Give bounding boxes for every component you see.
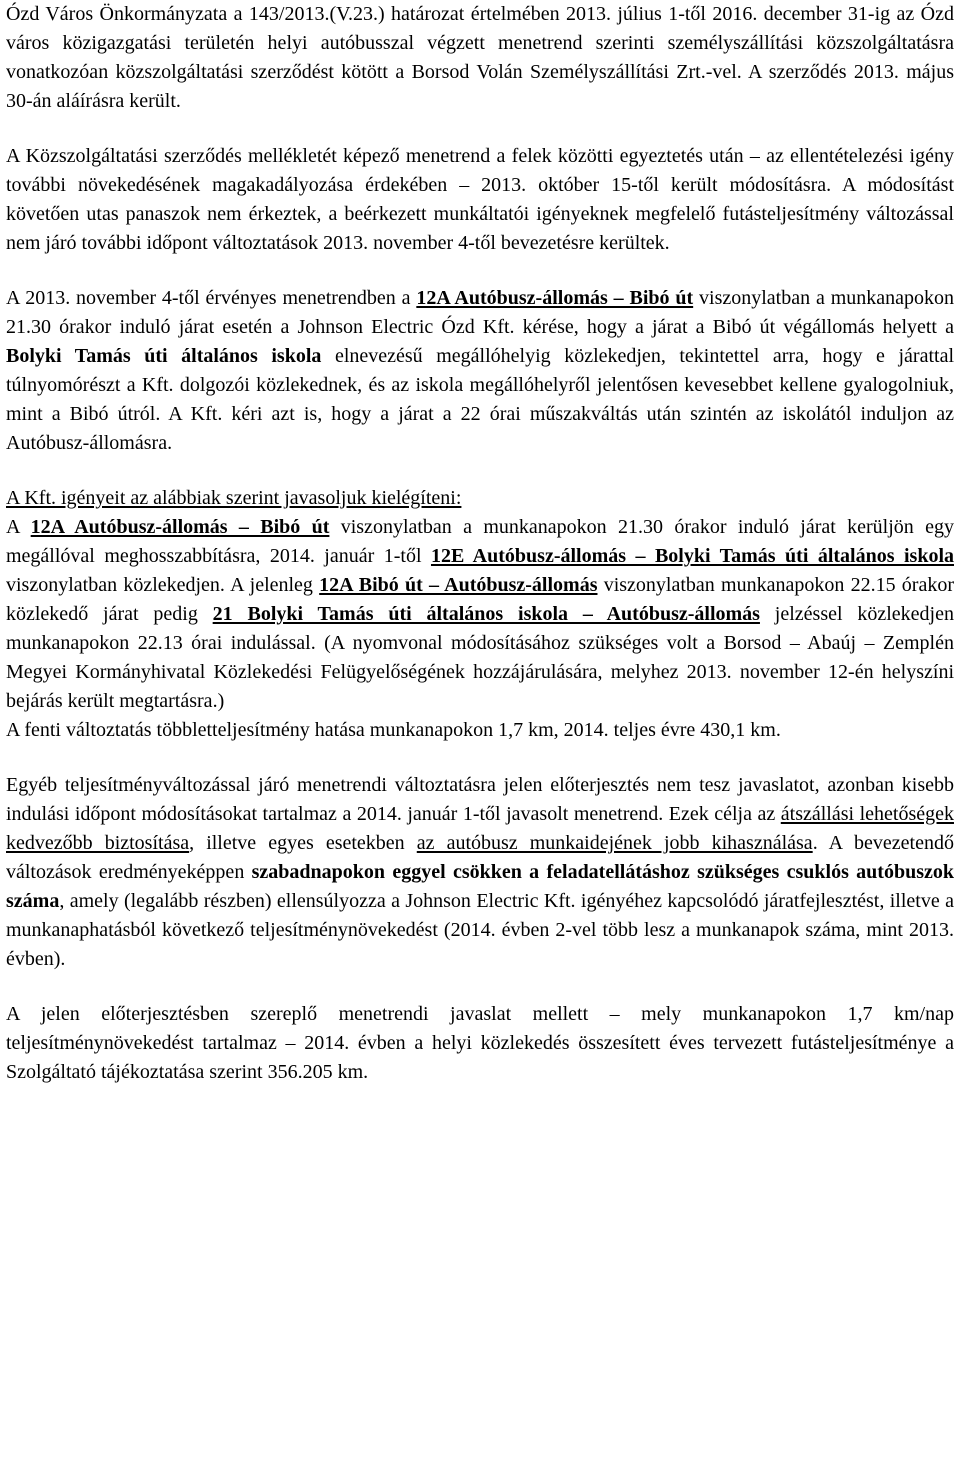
text-run: viszonylatban a munkanapokon 21.30 órakor induló járat kerüljön egy megállóval meghosszabbításra, 2014. január 1-től [6,516,955,567]
bold-underlined-route-text: 12A Autóbusz-állomás – Bibó út [416,287,694,309]
bold-underlined-route-text: 12E Autóbusz-állomás – Bolyki Tamás úti általános iskola [430,545,954,567]
bold-emphasis-text: szabadnapokon eggyel csökken a feladatellátáshoz szükséges csuklós autóbuszok száma [6,861,954,912]
text-run: viszonylatban a munkanapokon 21.30 órakor induló járat esetén a Johnson Electric Ózd Kft. kérése, hogy a járat a Bibó út végállomás helyett a [6,287,954,338]
bold-underlined-route-text: 12A Autóbusz-állomás – Bibó út [30,516,330,538]
bold-emphasis-text: Bolyki Tamás úti általános iskola [6,345,322,367]
paragraph-p8 [6,1000,954,1087]
paragraph-p2 [6,142,954,258]
document-body [6,0,954,1087]
text-run: jelzéssel közlekedjen munkanapokon 22.13 órai indulással. (A nyomvonal módosításához szükséges volt a Borsod – Abaúj – Zemplén Megyei Kormányhivatal Közlekedési Felügyelőségének hozzájárulására, melyhez 2013. november 12-én helyszíni bejárás került megtartásra.) [6,603,954,712]
paragraph-p1 [6,0,954,116]
text-run: A fenti változtatás többletteljesítmény hatása munkanapokon 1,7 km, 2014. teljes évre 430,1 km. [6,719,781,741]
text-run: viszonylatban közlekedjen. A jelenleg [6,574,320,596]
text-run: elnevezésű megállóhelyig közlekedjen, tekintettel arra, hogy e járattal túlnyomórészt a Kft. dolgozói közlekednek, és az iskola megállóhelyről jelentősen kevesebbet kellene gyalogolniuk, mint a Bibó útról. A Kft. kéri azt is, hogy a járat a 22 órai műszakváltás után szintén az iskolától induljon az Autóbusz-állomásra. [6,345,955,454]
text-run: A jelen előterjesztésben szereplő menetrendi javaslat mellett – mely munkanapokon 1,7 km/nap teljesítménynövekedést tartalmaz – 2014. évben a helyi közlekedés összesített éves tervezett futásteljesítménye a Szolgáltató tájékoztatása szerint 356.205 km. [6,1003,954,1083]
underlined-text: átszállási lehetőségek kedvezőbb biztosítása [6,803,954,854]
paragraph-p3 [6,284,954,458]
text-run: , amely (legalább részben) ellensúlyozza a Johnson Electric Kft. igényéhez kapcsolódó járatfejlesztést, illetve a munkanaphatásból következő teljesítménynövekedést (2014. évben 2-vel több lesz a munkanapok száma, mint 2013. évben). [6,890,954,970]
paragraph-spacer [6,116,954,142]
paragraph-p6 [6,716,954,745]
underlined-text: az autóbusz munkaidejének jobb kihasználása [416,832,813,854]
text-run: . A bevezetendő változások eredményeképpen [6,832,954,883]
text-run: viszonylatban munkanapokon 22.15 órakor közlekedő járat pedig [6,574,954,625]
underlined-text: A Kft. igényeit az alábbiak szerint javasoljuk kielégíteni: [6,487,462,509]
bold-underlined-route-text: 12A Bibó út – Autóbusz-állomás [319,574,598,596]
text-run: A Közszolgáltatási szerződés mellékletét képező menetrend a felek közötti egyeztetés után – az ellentételezési igény további növekedésének magakadályozása érdekében – 2013. október 15-től került módosításra. A módosítást követően utas panaszok nem érkeztek, a beérkezett munkáltatói igényeknek megfelelő futásteljesítmény változással nem járó további időpont változtatások 2013. november 4-től bevezetésre kerültek. [6,145,954,254]
paragraph-p7 [6,771,954,974]
text-run: , illetve egyes esetekben [189,832,417,854]
paragraph-spacer [6,974,954,1000]
paragraph-spacer [6,458,954,484]
paragraph-p5 [6,513,954,716]
paragraph-spacer [6,258,954,284]
text-run: A 2013. november 4-től érvényes menetrendben a [6,287,417,309]
bold-underlined-route-text: 21 Bolyki Tamás úti általános iskola – Autóbusz-állomás [212,603,760,625]
text-run: Egyéb teljesítményváltozással járó menetrendi változtatásra jelen előterjesztés nem tesz javaslatot, azonban kisebb indulási időpont módosításokat tartalmaz a 2014. január 1-től javasolt menetrend. Ezek célja az [6,774,954,825]
paragraph-spacer [6,745,954,771]
paragraph-p4 [6,484,954,513]
text-run: Ózd Város Önkormányzata a 143/2013.(V.23.) határozat értelmében 2013. július 1-től 2016. december 31-ig az Ózd város közigazgatási területén helyi autóbusszal végzett menetrend szerinti személyszállítási közszolgáltatásra vonatkozóan közszolgáltatási szerződést kötött a Borsod Volán Személyszállítási Zrt.-vel. A szerződés 2013. május 30-án aláírásra került. [6,3,954,112]
text-run: A [6,516,31,538]
